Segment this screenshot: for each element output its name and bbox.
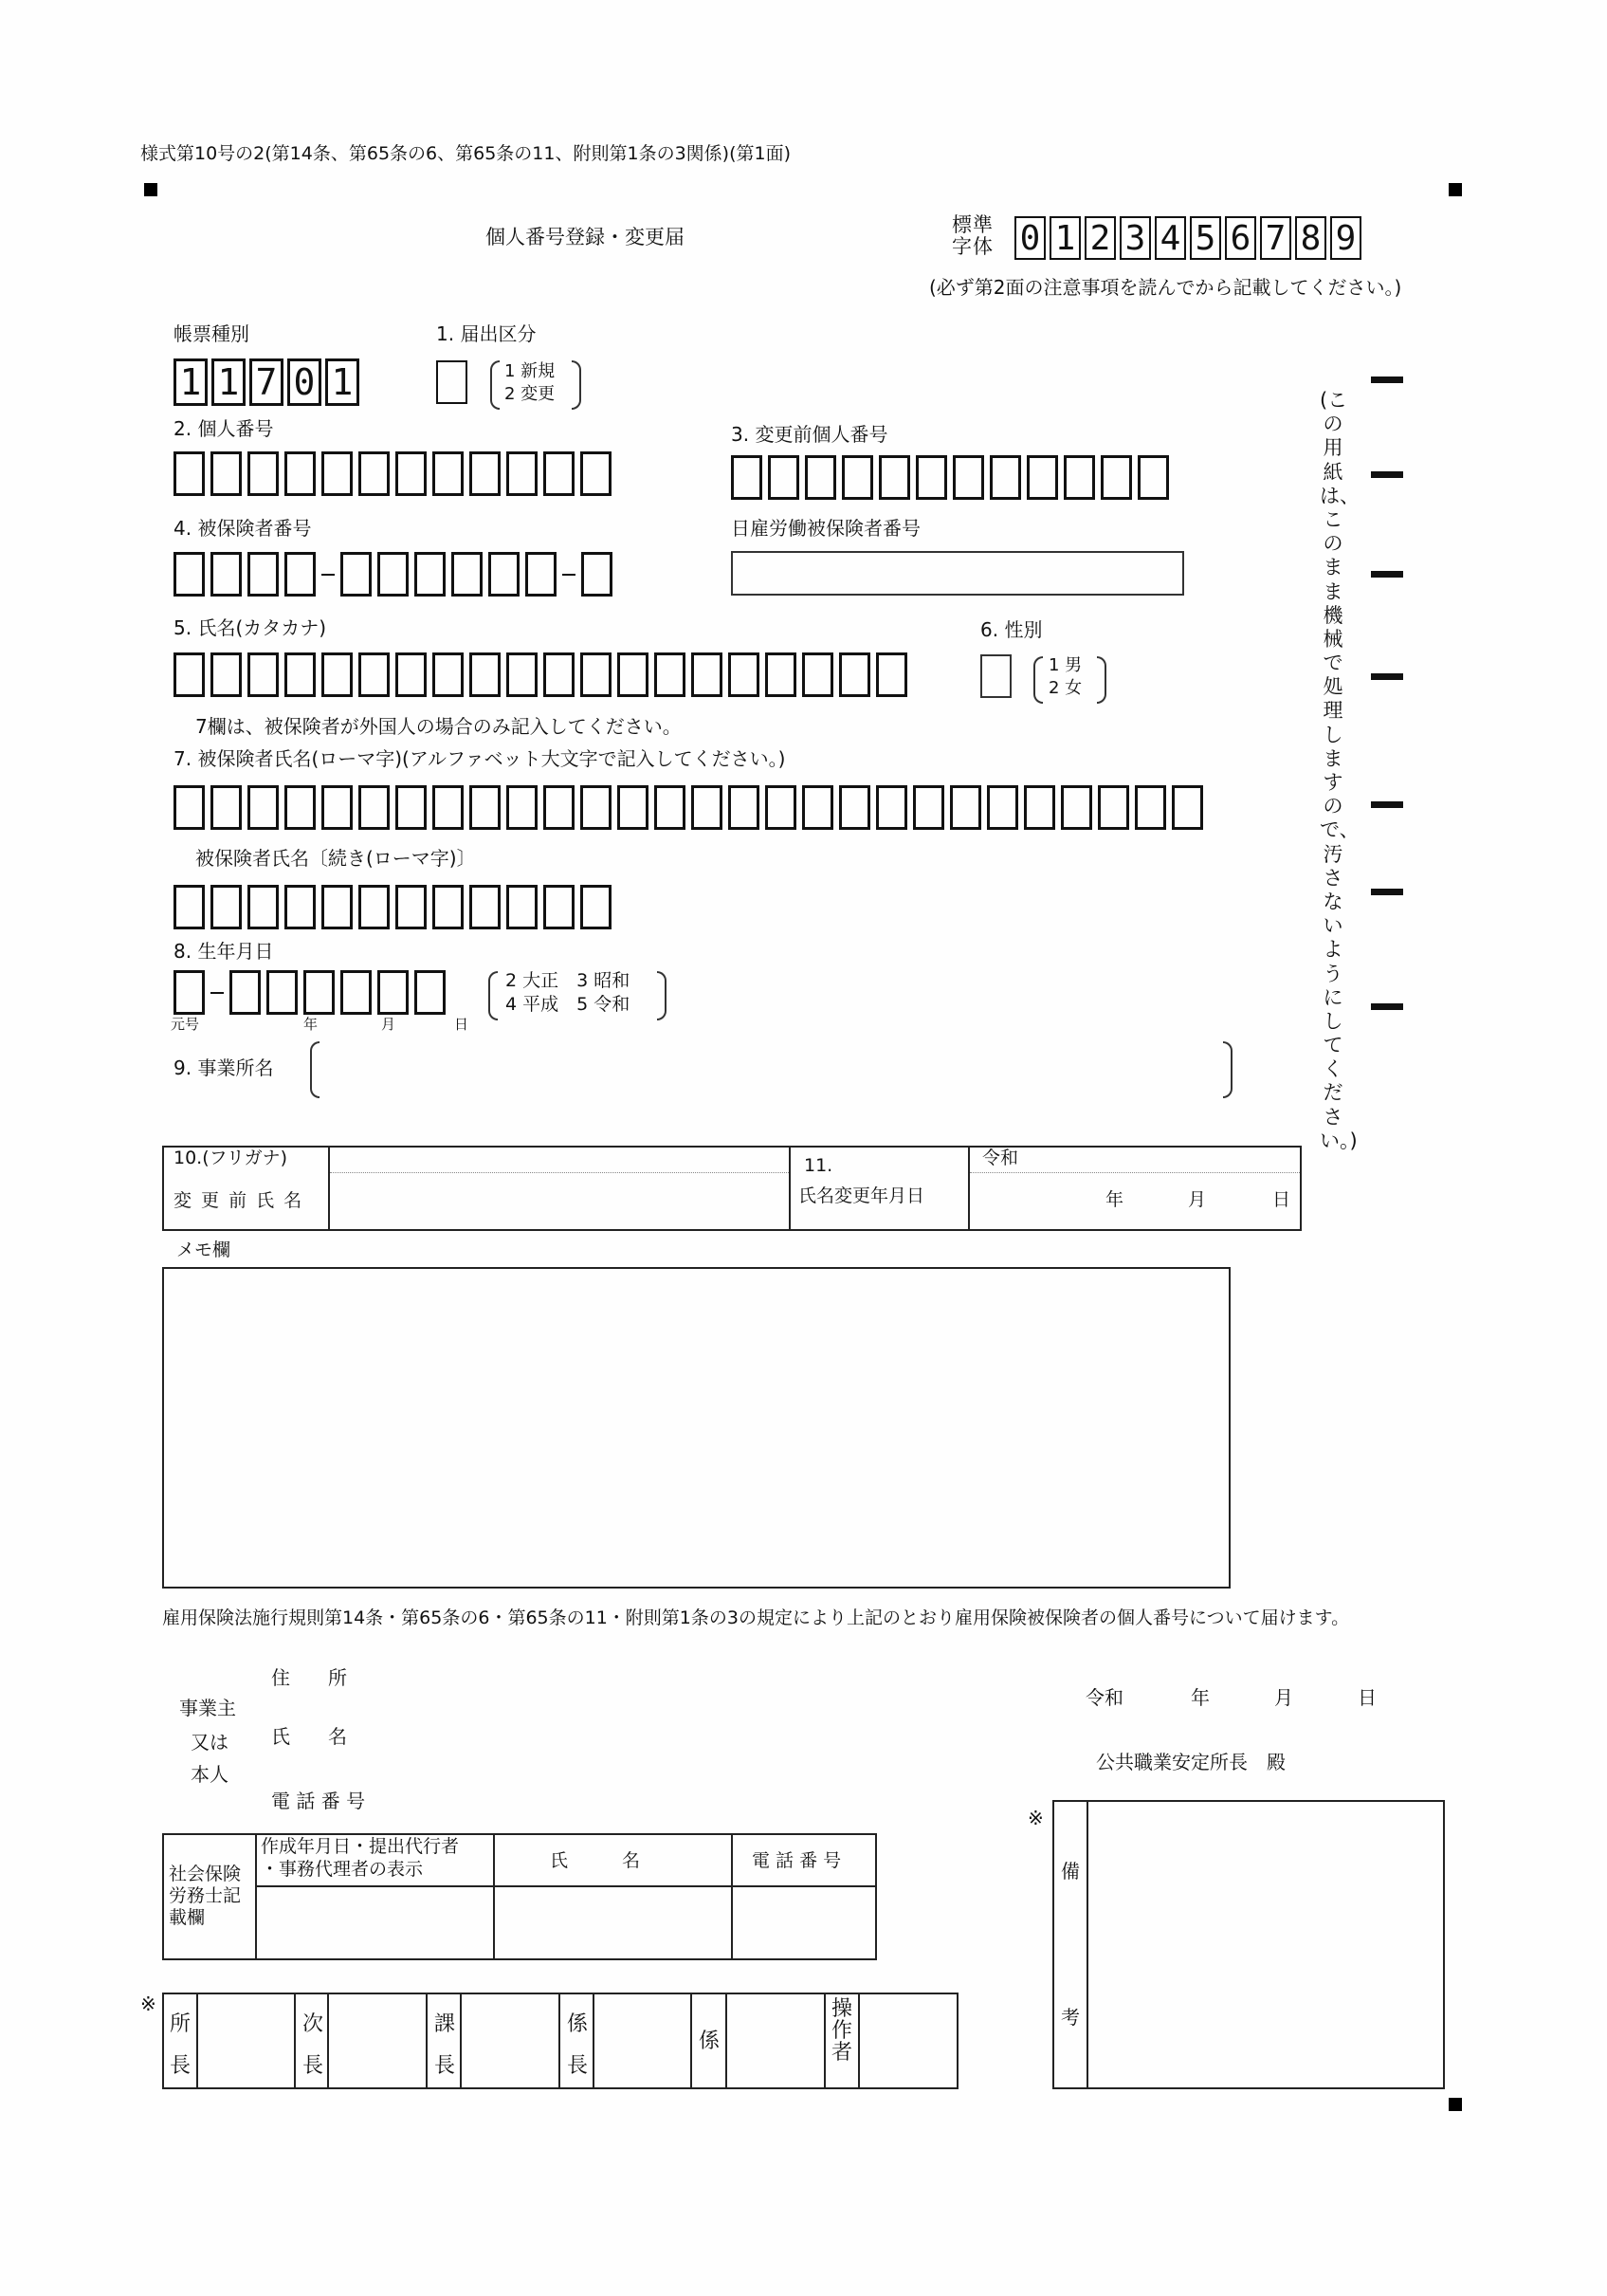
char-box[interactable] bbox=[432, 885, 464, 929]
char-box[interactable] bbox=[210, 885, 242, 929]
char-box[interactable] bbox=[321, 451, 353, 496]
char-box[interactable] bbox=[284, 652, 316, 697]
char-box[interactable] bbox=[173, 785, 205, 830]
field11-year: 年 bbox=[1105, 1189, 1124, 1210]
char-box[interactable] bbox=[173, 885, 205, 929]
field6-label: 6. 性別 bbox=[980, 618, 1043, 641]
form-type-digit: 7 bbox=[249, 358, 283, 406]
std-digit: 2 bbox=[1085, 216, 1116, 260]
char-box[interactable] bbox=[728, 652, 759, 697]
char-box[interactable] bbox=[469, 885, 501, 929]
char-box[interactable] bbox=[377, 970, 409, 1015]
std-digit: 7 bbox=[1260, 216, 1291, 260]
timing-mark bbox=[1371, 673, 1403, 680]
timing-mark bbox=[1371, 889, 1403, 895]
char-box[interactable] bbox=[395, 652, 427, 697]
field4-label: 4. 被保険者番号 bbox=[173, 517, 312, 540]
std-digit: 5 bbox=[1190, 216, 1221, 260]
field1-label: 1. 届出区分 bbox=[436, 322, 537, 345]
field7-label: 7. 被保険者氏名(ローマ字)(アルファベット大文字で記入してください。) bbox=[173, 747, 786, 770]
name-roman-input[interactable] bbox=[173, 785, 1209, 830]
table-rule bbox=[731, 1833, 733, 1960]
bracket-left bbox=[488, 971, 498, 1020]
era-label: 元号 bbox=[171, 1016, 200, 1033]
day-laborer-number-input[interactable] bbox=[731, 551, 1184, 596]
date-year: 年 bbox=[1191, 1686, 1210, 1709]
notification-type-box[interactable] bbox=[436, 360, 467, 404]
char-box[interactable] bbox=[303, 970, 335, 1015]
std-digit: 8 bbox=[1295, 216, 1326, 260]
bracket-right bbox=[1097, 656, 1106, 704]
char-box[interactable] bbox=[247, 552, 279, 597]
table-rule bbox=[558, 1993, 560, 2089]
char-box[interactable] bbox=[210, 652, 242, 697]
char-box[interactable] bbox=[358, 885, 390, 929]
field8-label: 8. 生年月日 bbox=[173, 940, 274, 963]
applicant-side-3: 本人 bbox=[191, 1763, 228, 1786]
field9-label: 9. 事業所名 bbox=[173, 1056, 274, 1079]
note-read-instructions: (必ず第2面の注意事項を読んでから記載してください。) bbox=[929, 276, 1402, 299]
char-box[interactable] bbox=[469, 785, 501, 830]
day-label: 日 bbox=[454, 1016, 469, 1033]
char-box[interactable] bbox=[950, 785, 981, 830]
applicant-side-1: 事業主 bbox=[179, 1697, 236, 1719]
char-box[interactable] bbox=[802, 652, 833, 697]
std-digit: 3 bbox=[1120, 216, 1151, 260]
field11-day: 日 bbox=[1272, 1189, 1291, 1210]
addressee: 公共職業安定所長 殿 bbox=[1096, 1751, 1286, 1773]
char-box[interactable] bbox=[173, 652, 205, 697]
char-box[interactable] bbox=[953, 455, 984, 500]
personal-number-input[interactable] bbox=[173, 451, 617, 496]
table-rule bbox=[593, 1993, 594, 2089]
char-box[interactable] bbox=[395, 785, 427, 830]
bracket-left bbox=[310, 1041, 320, 1098]
standard-font-label: 標準字体 bbox=[952, 213, 994, 259]
table-rule bbox=[255, 1885, 877, 1887]
year-label: 年 bbox=[303, 1016, 319, 1033]
char-box[interactable] bbox=[768, 455, 799, 500]
char-box[interactable] bbox=[247, 451, 279, 496]
remarks-label-1: 備 bbox=[1061, 1860, 1080, 1883]
table-rule bbox=[426, 1993, 428, 2089]
char-box[interactable] bbox=[432, 652, 464, 697]
timing-mark bbox=[1371, 1003, 1403, 1010]
char-box[interactable] bbox=[358, 451, 390, 496]
char-box[interactable] bbox=[173, 552, 205, 597]
table-rule bbox=[824, 1993, 826, 2089]
char-box[interactable] bbox=[506, 451, 538, 496]
sharoushi-col1b: ・事務代理者の表示 bbox=[261, 1859, 424, 1880]
char-box[interactable] bbox=[321, 652, 353, 697]
char-box[interactable] bbox=[414, 970, 446, 1015]
char-box[interactable] bbox=[266, 970, 298, 1015]
form-type-digit: 1 bbox=[211, 358, 246, 406]
field7-note: 7欄は、被保険者が外国人の場合のみ記入してください。 bbox=[195, 715, 682, 738]
char-box[interactable] bbox=[1138, 455, 1169, 500]
char-box[interactable] bbox=[580, 652, 612, 697]
field10-label-top: 10.(フリガナ) bbox=[173, 1148, 288, 1168]
option-male: 1 男 bbox=[1049, 655, 1083, 675]
char-box[interactable] bbox=[284, 885, 316, 929]
char-box[interactable] bbox=[377, 552, 409, 597]
timing-mark bbox=[1371, 801, 1403, 808]
separator-dash bbox=[210, 992, 224, 994]
table-rule bbox=[196, 1993, 198, 2089]
table-rule bbox=[493, 1833, 495, 1960]
table-rule bbox=[294, 1993, 296, 2089]
form-title: 個人番号登録・変更届 bbox=[485, 226, 685, 248]
char-box[interactable] bbox=[340, 552, 372, 597]
previous-personal-number-input[interactable] bbox=[731, 455, 1175, 500]
char-box[interactable] bbox=[173, 451, 205, 496]
field11-num: 11. bbox=[804, 1155, 833, 1176]
char-box[interactable] bbox=[581, 552, 612, 597]
char-box[interactable] bbox=[229, 970, 261, 1015]
char-box[interactable] bbox=[765, 785, 796, 830]
table-rule bbox=[327, 1993, 329, 2089]
form-type-digit: 1 bbox=[325, 358, 359, 406]
char-box[interactable] bbox=[210, 552, 242, 597]
std-digit: 9 bbox=[1330, 216, 1361, 260]
char-box[interactable] bbox=[765, 652, 796, 697]
memo-label: メモ欄 bbox=[176, 1240, 231, 1260]
separator-dash bbox=[562, 574, 575, 576]
name-label: 氏 名 bbox=[271, 1725, 347, 1748]
standard-font-digits bbox=[1014, 216, 1365, 260]
char-box[interactable] bbox=[990, 455, 1021, 500]
date-month: 月 bbox=[1274, 1686, 1293, 1709]
bracket-right bbox=[657, 971, 667, 1020]
separator-dash bbox=[321, 574, 335, 576]
char-box[interactable] bbox=[805, 455, 836, 500]
insured-number-input[interactable] bbox=[173, 552, 618, 597]
field5-label: 5. 氏名(カタカナ) bbox=[173, 616, 327, 639]
char-box[interactable] bbox=[543, 451, 575, 496]
char-box[interactable] bbox=[321, 885, 353, 929]
field11-month: 月 bbox=[1188, 1189, 1207, 1210]
table-rule bbox=[968, 1146, 970, 1231]
office-cell-3: 課長 bbox=[433, 2012, 455, 2078]
field2-label: 2. 個人番号 bbox=[173, 417, 274, 440]
office-cell-2: 次長 bbox=[301, 2012, 323, 2078]
side-note: (この用紙は、このまま機械で処理しますので、汚さないようにしてください。) bbox=[1320, 389, 1360, 1152]
gender-box[interactable] bbox=[980, 654, 1012, 698]
char-box[interactable] bbox=[488, 552, 520, 597]
option-female: 2 女 bbox=[1049, 678, 1083, 698]
char-box[interactable] bbox=[839, 785, 870, 830]
corner-marker-top-left bbox=[144, 183, 157, 196]
char-box[interactable] bbox=[876, 785, 907, 830]
char-box[interactable] bbox=[543, 885, 575, 929]
char-box[interactable] bbox=[358, 785, 390, 830]
office-cell-1: 所長 bbox=[169, 2012, 191, 2078]
timing-mark bbox=[1371, 377, 1403, 383]
form-type-label: 帳票種別 bbox=[173, 322, 249, 345]
form-reference: 様式第10号の2(第14条、第65条の6、第65条の11、附則第1条の3関係)(第1面) bbox=[140, 143, 791, 164]
remarks-label-2: 考 bbox=[1061, 2006, 1080, 2029]
char-box[interactable] bbox=[395, 885, 427, 929]
char-box[interactable] bbox=[580, 785, 612, 830]
corner-marker-bottom-right bbox=[1449, 2098, 1462, 2111]
char-box[interactable] bbox=[358, 652, 390, 697]
field7-cont-label: 被保険者氏名〔続き(ローマ字)〕 bbox=[195, 847, 476, 870]
char-box[interactable] bbox=[506, 785, 538, 830]
table-rule bbox=[1087, 1800, 1088, 2089]
char-box[interactable] bbox=[173, 970, 205, 1015]
corner-marker-top-right bbox=[1449, 183, 1462, 196]
bracket-right bbox=[572, 360, 581, 410]
char-box[interactable] bbox=[1135, 785, 1166, 830]
std-digit: 0 bbox=[1014, 216, 1046, 260]
sharoushi-col1a: 作成年月日・提出代行者 bbox=[261, 1836, 460, 1857]
declaration-text: 雇用保険法施行規則第14条・第65条の6・第65条の11・附則第1条の3の規定により上記のとおり雇用保険被保険者の個人番号について届けます。 bbox=[162, 1607, 1350, 1628]
bracket-left bbox=[1033, 656, 1043, 704]
char-box[interactable] bbox=[913, 785, 944, 830]
char-box[interactable] bbox=[839, 652, 870, 697]
table-rule bbox=[725, 1993, 727, 2089]
field11-era: 令和 bbox=[982, 1148, 1019, 1168]
char-box[interactable] bbox=[469, 451, 501, 496]
char-box[interactable] bbox=[617, 652, 648, 697]
char-box[interactable] bbox=[1172, 785, 1203, 830]
table-rule bbox=[330, 1172, 789, 1173]
char-box[interactable] bbox=[543, 652, 575, 697]
office-cell-6: 操作者 bbox=[831, 1997, 852, 2066]
char-box[interactable] bbox=[247, 885, 279, 929]
bracket-left bbox=[490, 360, 500, 410]
char-box[interactable] bbox=[432, 451, 464, 496]
sharoushi-col2: 氏 名 bbox=[550, 1850, 641, 1871]
table-rule bbox=[255, 1833, 257, 1960]
timing-mark bbox=[1371, 471, 1403, 478]
char-box[interactable] bbox=[525, 552, 557, 597]
date-era: 令和 bbox=[1086, 1686, 1123, 1709]
office-cell-4: 係長 bbox=[566, 2012, 588, 2078]
table-rule bbox=[970, 1172, 1300, 1173]
form-type-code bbox=[173, 358, 363, 406]
era-option-2: 4 平成 5 令和 bbox=[505, 994, 630, 1015]
char-box[interactable] bbox=[580, 885, 612, 929]
field10-label-bottom: 変 更 前 氏 名 bbox=[173, 1190, 304, 1211]
phone-label: 電 話 番 号 bbox=[271, 1790, 366, 1812]
date-day: 日 bbox=[1358, 1686, 1377, 1709]
char-box[interactable] bbox=[210, 785, 242, 830]
char-box[interactable] bbox=[1101, 455, 1132, 500]
address-label: 住 所 bbox=[271, 1666, 347, 1689]
form-type-digit: 1 bbox=[173, 358, 208, 406]
char-box[interactable] bbox=[1098, 785, 1129, 830]
option-new: 1 新規 bbox=[504, 361, 556, 381]
applicant-side-2: 又は bbox=[191, 1731, 228, 1754]
table-rule bbox=[789, 1146, 791, 1231]
birthdate-input[interactable] bbox=[173, 970, 451, 1015]
office-cell-5: 係 bbox=[698, 2030, 720, 2053]
office-name-input[interactable] bbox=[320, 1041, 1221, 1094]
char-box[interactable] bbox=[451, 552, 483, 597]
char-box[interactable] bbox=[247, 652, 279, 697]
month-label: 月 bbox=[381, 1016, 396, 1033]
char-box[interactable] bbox=[731, 455, 762, 500]
char-box[interactable] bbox=[432, 785, 464, 830]
name-katakana-input[interactable] bbox=[173, 652, 913, 697]
table-rule bbox=[858, 1993, 860, 2089]
name-roman-cont-input[interactable] bbox=[173, 885, 617, 929]
char-box[interactable] bbox=[654, 785, 685, 830]
char-box[interactable] bbox=[1061, 785, 1092, 830]
table-rule bbox=[460, 1993, 462, 2089]
char-box[interactable] bbox=[654, 652, 685, 697]
field11-label: 氏名変更年月日 bbox=[798, 1185, 925, 1206]
char-box[interactable] bbox=[284, 451, 316, 496]
char-box[interactable] bbox=[210, 451, 242, 496]
char-box[interactable] bbox=[395, 451, 427, 496]
char-box[interactable] bbox=[802, 785, 833, 830]
remarks-box[interactable] bbox=[1052, 1800, 1445, 2089]
char-box[interactable] bbox=[506, 652, 538, 697]
field3-label: 3. 変更前個人番号 bbox=[731, 423, 888, 446]
char-box[interactable] bbox=[691, 785, 722, 830]
memo-box[interactable] bbox=[162, 1267, 1231, 1589]
std-digit: 1 bbox=[1050, 216, 1081, 260]
option-change: 2 変更 bbox=[504, 384, 556, 404]
char-box[interactable] bbox=[321, 785, 353, 830]
char-box[interactable] bbox=[876, 652, 907, 697]
char-box[interactable] bbox=[1024, 785, 1055, 830]
char-box[interactable] bbox=[842, 455, 873, 500]
day-laborer-label: 日雇労働被保険者番号 bbox=[731, 517, 921, 540]
char-box[interactable] bbox=[543, 785, 575, 830]
char-box[interactable] bbox=[284, 785, 316, 830]
char-box[interactable] bbox=[1027, 455, 1058, 500]
table-rule bbox=[690, 1993, 692, 2089]
sharoushi-col3: 電 話 番 号 bbox=[752, 1850, 842, 1871]
char-box[interactable] bbox=[469, 652, 501, 697]
char-box[interactable] bbox=[247, 785, 279, 830]
bracket-right bbox=[1223, 1041, 1233, 1098]
char-box[interactable] bbox=[916, 455, 947, 500]
remarks-mark: ※ bbox=[1028, 1807, 1044, 1829]
char-box[interactable] bbox=[728, 785, 759, 830]
timing-mark bbox=[1371, 571, 1403, 578]
char-box[interactable] bbox=[879, 455, 910, 500]
previous-name-input[interactable] bbox=[332, 1174, 787, 1229]
char-box[interactable] bbox=[340, 970, 372, 1015]
form-type-digit: 0 bbox=[287, 358, 321, 406]
char-box[interactable] bbox=[506, 885, 538, 929]
office-mark: ※ bbox=[140, 1993, 156, 2015]
table-rule bbox=[328, 1146, 330, 1231]
char-box[interactable] bbox=[414, 552, 446, 597]
char-box[interactable] bbox=[987, 785, 1018, 830]
char-box[interactable] bbox=[1064, 455, 1095, 500]
char-box[interactable] bbox=[580, 451, 612, 496]
char-box[interactable] bbox=[691, 652, 722, 697]
sharoushi-side-label: 社会保険労務士記載欄 bbox=[169, 1864, 242, 1929]
era-option-1: 2 大正 3 昭和 bbox=[505, 970, 630, 991]
char-box[interactable] bbox=[284, 552, 316, 597]
char-box[interactable] bbox=[617, 785, 648, 830]
std-digit: 6 bbox=[1225, 216, 1256, 260]
std-digit: 4 bbox=[1155, 216, 1186, 260]
